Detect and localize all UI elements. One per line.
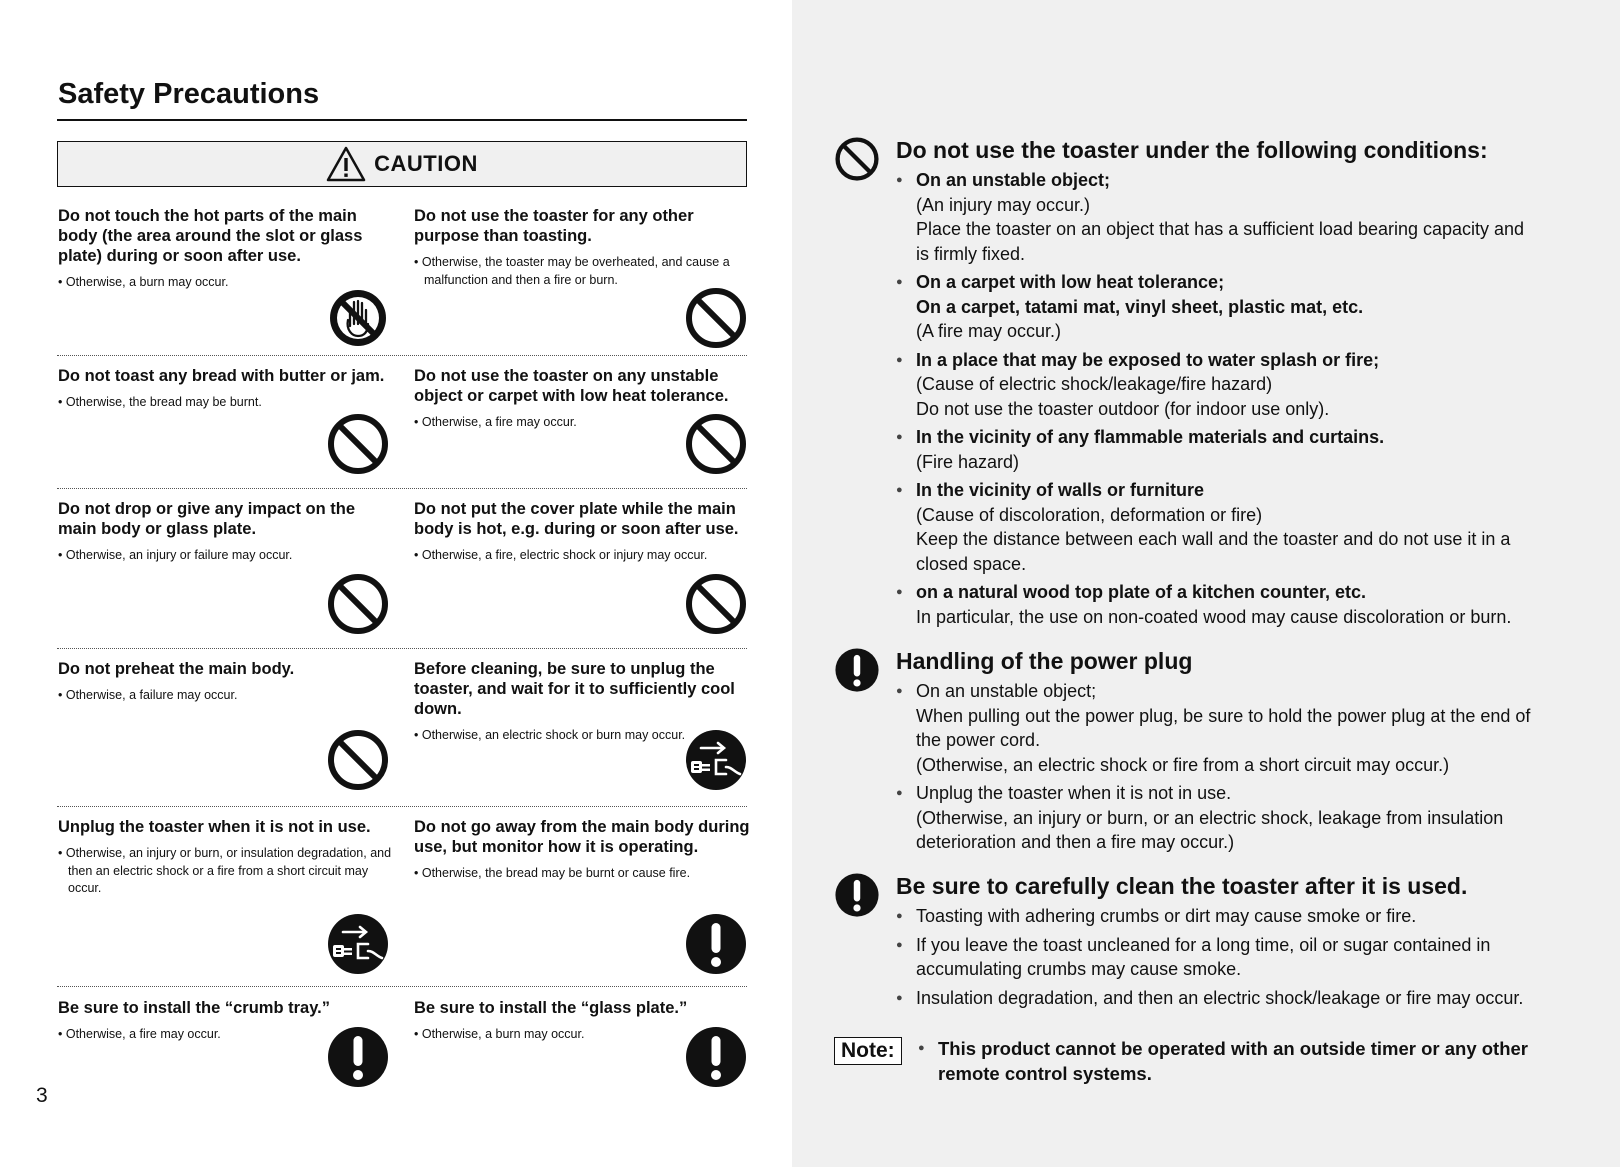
unplug-icon — [326, 912, 390, 976]
caution-heading: Unplug the toaster when it is not in use. — [58, 818, 371, 836]
dotted-divider — [57, 648, 747, 649]
section-heading: Be sure to carefully clean the toaster after it is used. — [896, 873, 1468, 899]
list-item — [896, 781, 1534, 855]
exclamation-icon — [684, 1025, 748, 1089]
left-page — [0, 0, 792, 1167]
prohibition-icon — [834, 136, 880, 182]
caution-heading: Do not use the toaster for any other purpose than toasting. — [414, 207, 694, 245]
prohibition-icon — [684, 286, 748, 350]
section-heading: Do not use the toaster under the following conditions: — [896, 137, 1488, 163]
caution-note: • Otherwise, a burn may occur. — [58, 274, 394, 292]
caution-item — [414, 206, 750, 289]
exclamation-icon — [834, 872, 880, 918]
caution-note: • Otherwise, the bread may be burnt. — [58, 394, 394, 412]
caution-heading: Do not put the cover plate while the main body is hot, e.g. during or soon after use. — [414, 500, 739, 538]
item-detail: ● On an unstable object; — [916, 681, 1097, 701]
caution-heading: Do not toast any bread with butter or jam. — [58, 367, 385, 385]
exclamation-icon — [684, 912, 748, 976]
item-detail: (Otherwise, an electric shock or fire from a short circuit may occur.) — [916, 754, 1450, 775]
list-item — [896, 270, 1534, 344]
caution-item — [58, 817, 394, 898]
dotted-divider — [57, 986, 747, 987]
prohibition-icon — [326, 572, 390, 636]
caution-note: • Otherwise, an injury or failure may occur. — [58, 547, 394, 565]
warning-triangle-icon — [326, 146, 366, 182]
list-item — [896, 348, 1534, 422]
item-detail: ● If you leave the toast uncleaned for a long time, oil or sugar contained in accumulating crumbs may cause smoke. — [916, 934, 1491, 979]
caution-item — [58, 659, 394, 705]
item-detail: ● Insulation degradation, and then an electric shock/leakage or fire may occur. — [916, 987, 1524, 1008]
caution-banner — [57, 141, 747, 187]
item-condition: On a carpet, tatami mat, vinyl sheet, plastic mat, etc. — [916, 296, 1364, 317]
page-title: Safety Precautions — [58, 78, 320, 110]
item-detail: Keep the distance between each wall and the toaster and do not use it in a closed space. — [916, 529, 1511, 574]
caution-note: • Otherwise, the bread may be burnt or cause fire. — [414, 865, 750, 883]
caution-note: • Otherwise, a fire may occur. — [58, 1026, 394, 1044]
caution-heading: Do not touch the hot parts of the main body (the area around the slot or glass plate) during or soon after use. — [58, 207, 363, 265]
list-item — [896, 580, 1534, 629]
exclamation-icon — [834, 647, 880, 693]
note-label: Note: — [834, 1037, 902, 1065]
caution-heading: Be sure to install the “crumb tray.” — [58, 999, 331, 1017]
item-detail: When pulling out the power plug, be sure to hold the power plug at the end of the power cord. — [916, 705, 1531, 750]
item-detail: (An injury may occur.) — [916, 194, 1091, 215]
safety-section — [834, 136, 1534, 629]
caution-heading: Be sure to install the “glass plate.” — [414, 999, 688, 1017]
prohibition-icon — [684, 412, 748, 476]
no-touch-icon — [326, 286, 390, 350]
item-condition: ● on a natural wood top plate of a kitchen counter, etc. — [916, 582, 1367, 602]
caution-label: CAUTION — [374, 151, 478, 176]
prohibition-icon — [684, 572, 748, 636]
item-condition: ● In the vicinity of walls or furniture — [916, 480, 1205, 500]
item-detail: Do not use the toaster outdoor (for indoor use only). — [916, 398, 1330, 419]
prohibition-icon — [326, 728, 390, 792]
caution-heading: Do not use the toaster on any unstable object or carpet with low heat tolerance. — [414, 367, 729, 405]
caution-note: • Otherwise, a burn may occur. — [414, 1026, 750, 1044]
item-detail: ● Unplug the toaster when it is not in use. — [916, 783, 1232, 803]
page-number: 3 — [36, 1084, 48, 1107]
item-detail: (Cause of discoloration, deformation or fire) — [916, 504, 1263, 525]
item-detail: Place the toaster on an object that has a sufficient load bearing capacity and is firmly fixed. — [916, 219, 1525, 264]
exclamation-icon — [326, 1025, 390, 1089]
unplug-icon — [684, 728, 748, 792]
item-detail: (Otherwise, an injury or burn, or an electric shock, leakage from insulation deterioration and then a fire may occur.) — [916, 807, 1504, 852]
caution-note: • Otherwise, a failure may occur. — [58, 687, 394, 705]
item-condition: ● In a place that may be exposed to water splash or fire; — [916, 349, 1380, 370]
list-item — [896, 168, 1534, 266]
safety-section — [834, 647, 1534, 855]
dotted-divider — [57, 488, 747, 489]
list-item — [896, 986, 1534, 1011]
caution-item — [414, 499, 750, 565]
dotted-divider — [57, 355, 747, 356]
caution-note: • Otherwise, an injury or burn, or insulation degradation, and then an electric shock or a fire from a short circuit may occur. — [58, 845, 394, 898]
note-text: ● This product cannot be operated with an outside timer or any other remote control systems. — [918, 1036, 1558, 1086]
item-detail: (Fire hazard) — [916, 451, 1020, 472]
safety-section — [834, 872, 1534, 1010]
list-item — [896, 904, 1534, 929]
list-item — [896, 425, 1534, 474]
list-item — [896, 679, 1534, 777]
caution-note: • Otherwise, a fire, electric shock or injury may occur. — [414, 547, 750, 565]
caution-heading: Do not go away from the main body during use, but monitor how it is operating. — [414, 818, 750, 856]
list-item — [896, 478, 1534, 576]
caution-item — [58, 366, 394, 412]
caution-note: • Otherwise, a fire may occur. — [414, 414, 750, 432]
caution-heading: Do not drop or give any impact on the main body or glass plate. — [58, 500, 356, 538]
caution-item — [58, 499, 394, 565]
caution-note: • Otherwise, an electric shock or burn may occur. — [414, 727, 750, 745]
caution-item — [58, 206, 394, 292]
caution-item — [414, 817, 750, 883]
list-item — [896, 933, 1534, 982]
item-condition: ● In the vicinity of any flammable materials and curtains. — [916, 427, 1385, 447]
caution-heading: Do not preheat the main body. — [58, 660, 295, 678]
item-detail: (Cause of electric shock/leakage/fire hazard) — [916, 374, 1273, 394]
item-detail: ● Toasting with adhering crumbs or dirt may cause smoke or fire. — [916, 906, 1417, 926]
prohibition-icon — [326, 412, 390, 476]
item-condition: ● On an unstable object; — [916, 170, 1111, 190]
section-heading: Handling of the power plug — [896, 648, 1193, 674]
title-rule — [57, 119, 747, 121]
caution-note: • Otherwise, the toaster may be overheated, and cause a malfunction and then a fire or burn. — [414, 254, 750, 289]
item-detail: In particular, the use on non-coated wood may cause discoloration or burn. — [916, 606, 1512, 627]
dotted-divider — [57, 806, 747, 807]
caution-heading: Before cleaning, be sure to unplug the toaster, and wait for it to sufficiently cool down. — [414, 660, 735, 718]
item-condition: ● On a carpet with low heat tolerance; — [916, 272, 1225, 292]
item-detail: (A fire may occur.) — [916, 321, 1062, 341]
